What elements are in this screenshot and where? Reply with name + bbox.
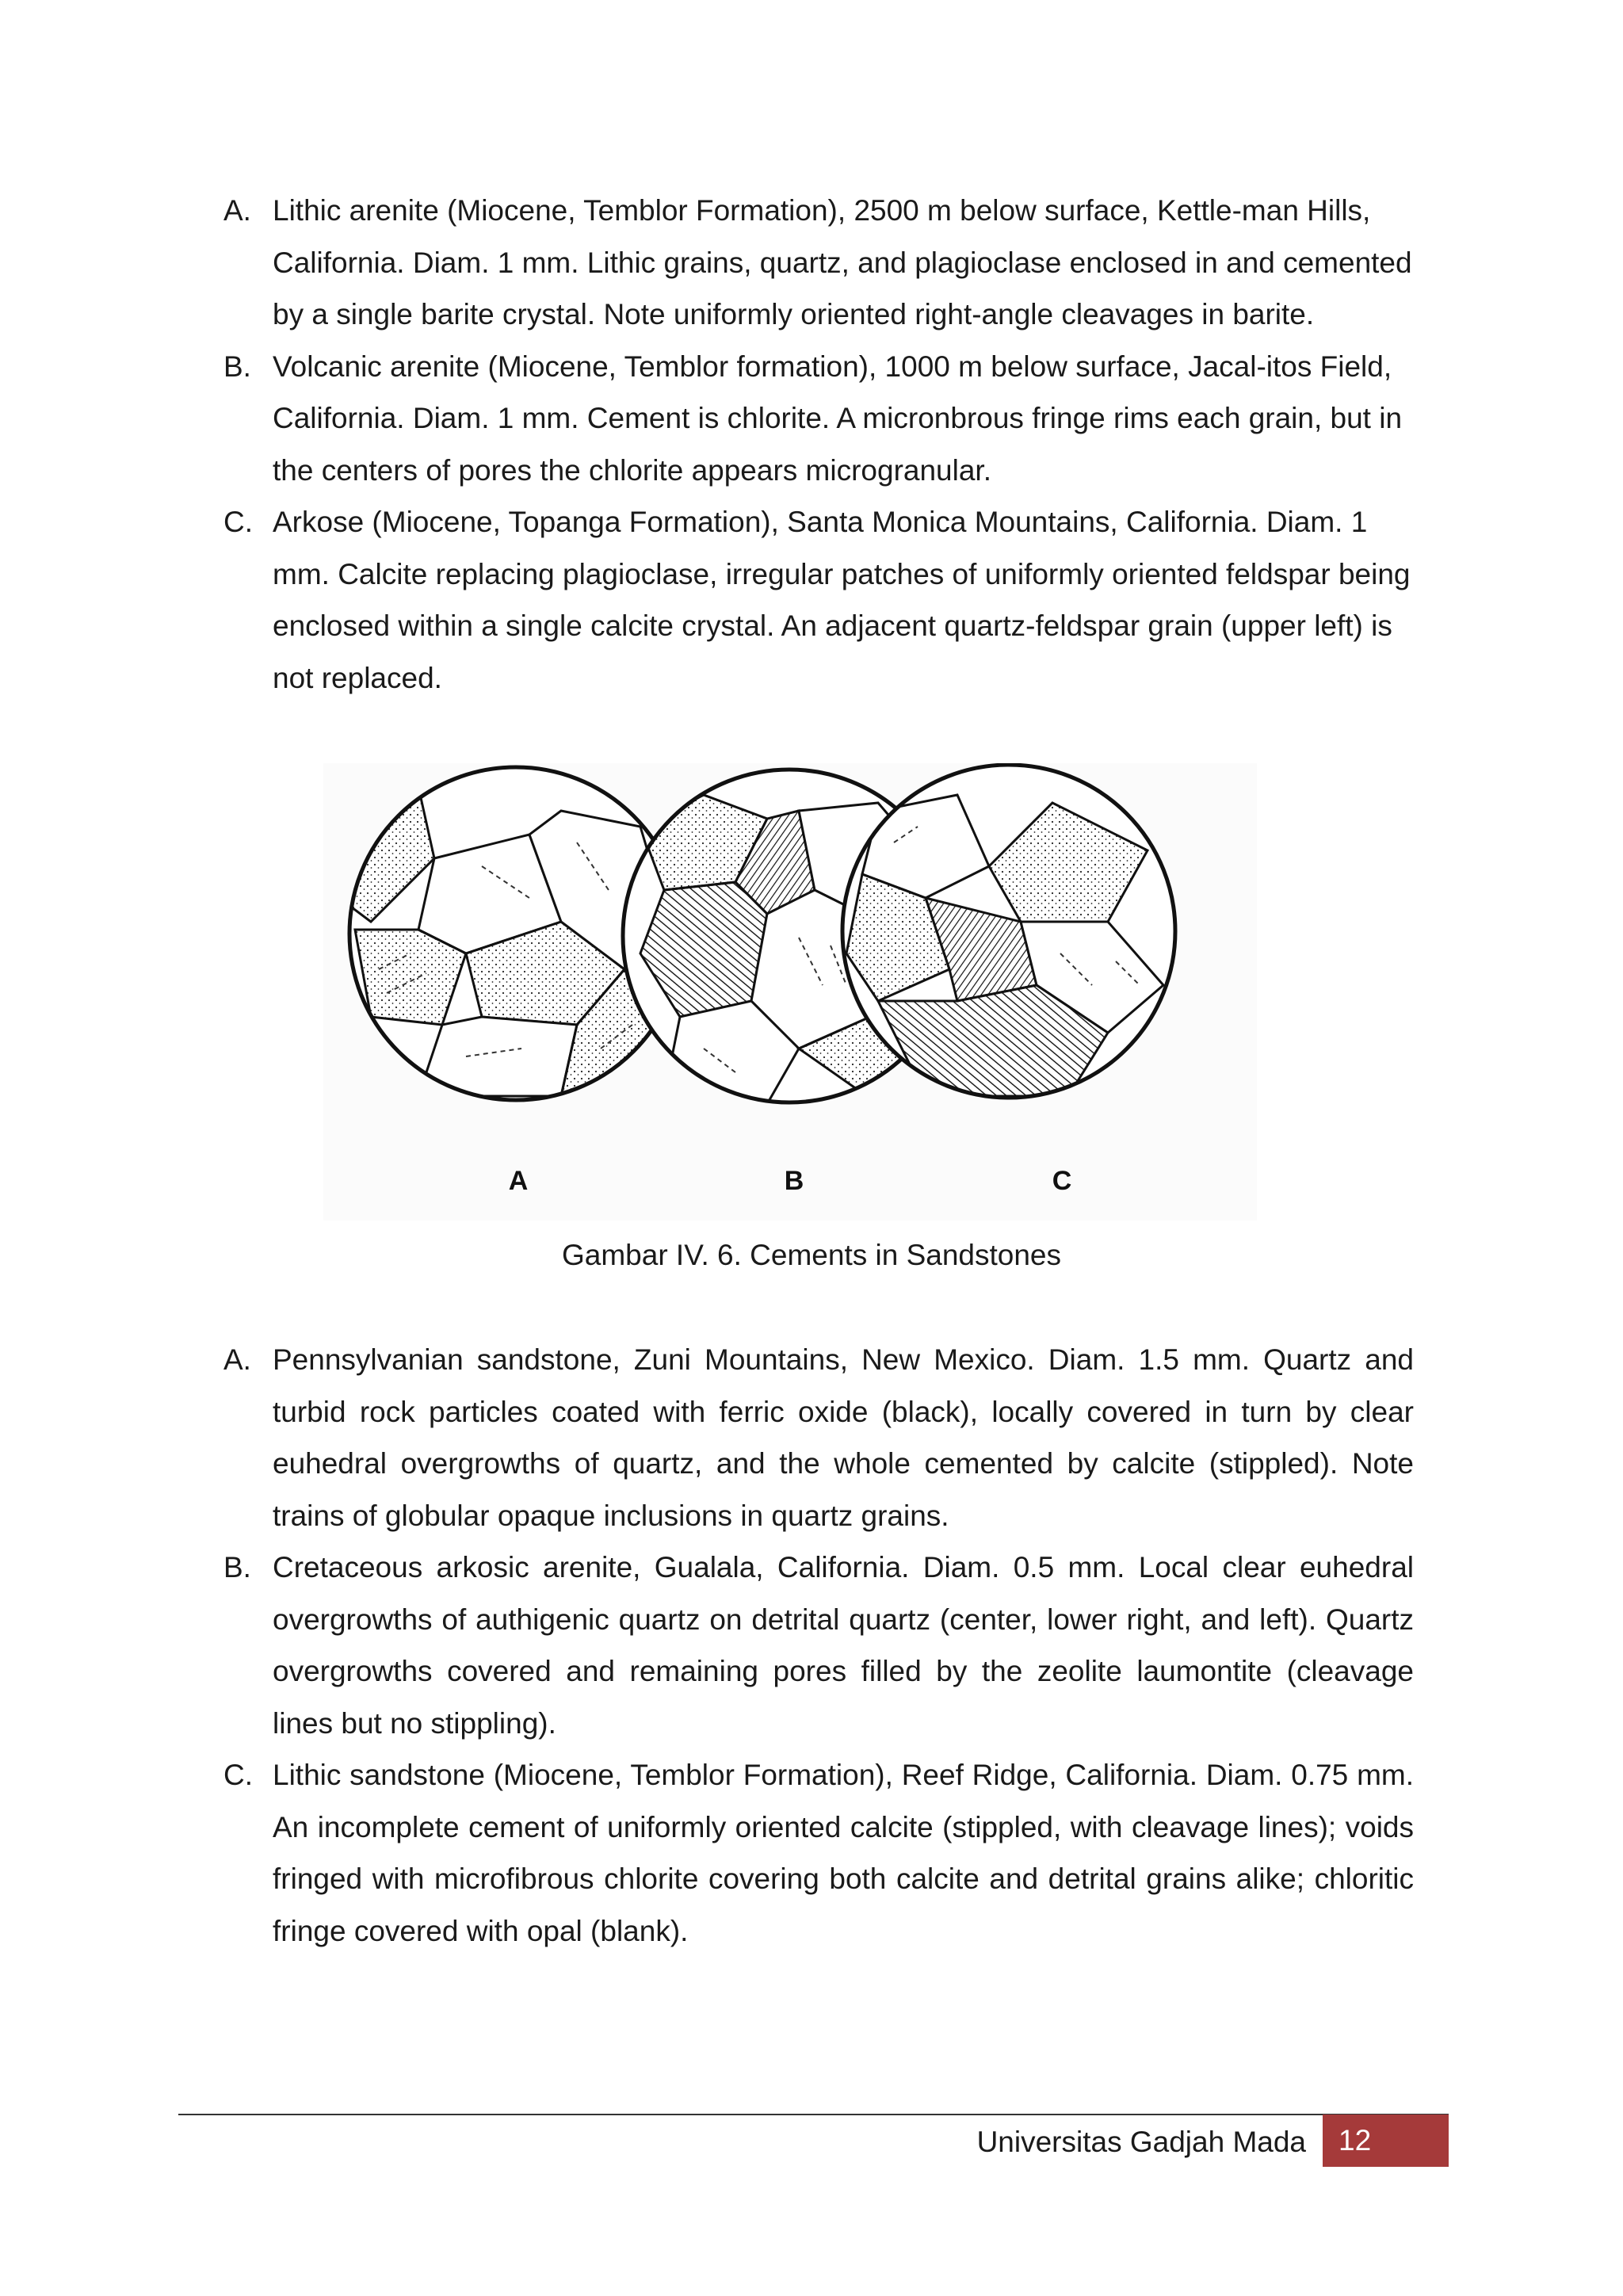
- list-item-text: Arkose (Miocene, Topanga Formation), Santa Monica Mountains, California. Diam. 1 mm. Calcite replacing plagioclase, irregular patches of uniformly oriented feldspar being enclosed within a single calcite crystal. An adjacent quartz-feldspar grain (upper left) is not replaced.: [273, 506, 1411, 694]
- list-item: [223, 1749, 1414, 1957]
- list-item: [223, 341, 1414, 497]
- list-item-text: Lithic arenite (Miocene, Temblor Formation), 2500 m below surface, Kettle-man Hills, California. Diam. 1 mm. Lithic grains, quartz, and plagioclase enclosed in and cemented by a single barite crystal. Note uniformly oriented right-angle cleavages in barite.: [273, 194, 1412, 330]
- description-list-top: [223, 185, 1414, 704]
- list-item-text: Lithic sandstone (Miocene, Temblor Formation), Reef Ridge, California. Diam. 0.75 mm. An incomplete cement of uniformly oriented calcite (stippled, with cleavage lines); voids fringed with microfibrous chlorite covering both calcite and detrital grains alike; chloritic fringe covered with opal (blank).: [273, 1759, 1414, 1947]
- footer-divider: [178, 2114, 1449, 2115]
- list-marker: A.: [223, 194, 251, 227]
- list-item-text: Cretaceous arkosic arenite, Gualala, California. Diam. 0.5 mm. Local clear euhedral overgrowths of authigenic quartz on detrital quartz (center, lower right, and left). Quartz overgrowths covered and remaining pores filled by the zeolite laumontite (cleavage lines but no stippling).: [273, 1551, 1414, 1740]
- description-list-bottom: [223, 1334, 1414, 1957]
- list-marker: B.: [223, 350, 251, 383]
- list-marker: B.: [223, 1551, 251, 1584]
- list-marker: C.: [223, 1759, 253, 1791]
- list-item: [223, 496, 1414, 704]
- figure-label-a: A: [508, 1166, 529, 1196]
- list-item-text: Volcanic arenite (Miocene, Temblor formation), 1000 m below surface, Jacal-itos Field, California. Diam. 1 mm. Cement is chlorite. A micronbrous fringe rims each grain, but in the centers of pores the chlorite appears microgranular.: [273, 350, 1403, 487]
- list-item: [223, 1334, 1414, 1541]
- list-item-text: Pennsylvanian sandstone, Zuni Mountains, New Mexico. Diam. 1.5 mm. Quartz and turbid rock particles coated with ferric oxide (black), locally covered in turn by clear euhedral overgrowths of quartz, and the whole cemented by calcite (stippled). Note trains of globular opaque inclusions in quartz grains.: [273, 1343, 1414, 1532]
- thin-section-illustration: [323, 763, 1257, 1221]
- footer-institution: Universitas Gadjah Mada: [976, 2126, 1306, 2158]
- list-marker: A.: [223, 1343, 251, 1376]
- figure-label-b: B: [784, 1166, 804, 1196]
- page-number: 12: [1323, 2115, 1449, 2167]
- thin-section-figure: [323, 763, 1257, 1221]
- list-item: [223, 185, 1414, 341]
- list-item: [223, 1541, 1414, 1749]
- list-marker: C.: [223, 506, 253, 538]
- figure-caption: Gambar IV. 6. Cements in Sandstones: [561, 1239, 1062, 1271]
- figure-label-c: C: [1052, 1166, 1072, 1196]
